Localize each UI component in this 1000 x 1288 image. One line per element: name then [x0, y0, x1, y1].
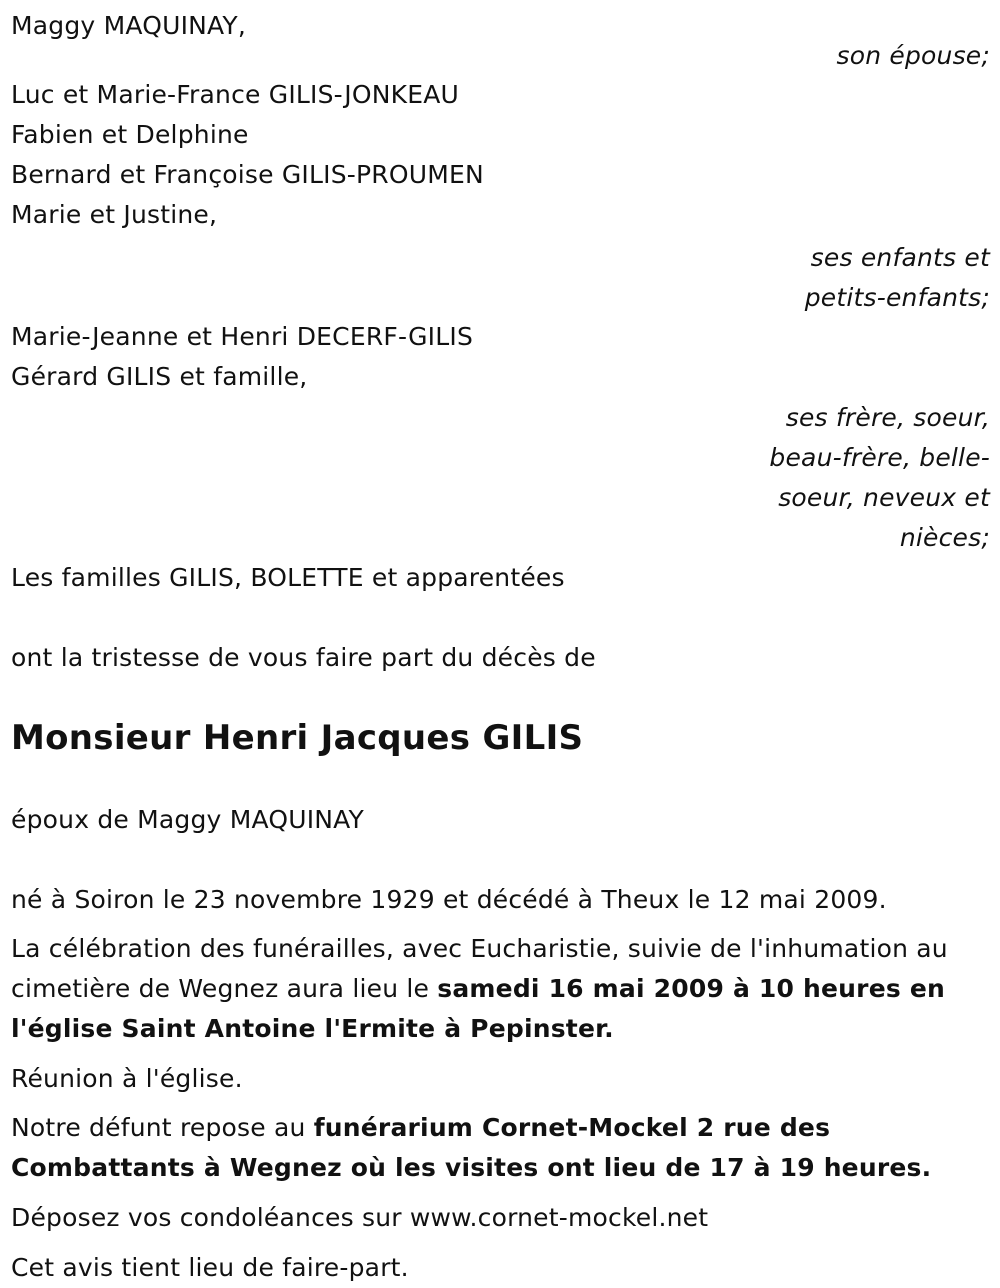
obituary-notice	[0, 6, 1000, 1282]
funeral-details: samedi 16 mai 2009 à 10 heures en l'église Saint Antoine l'Ermite à Pepinster.	[11, 974, 946, 1043]
siblings-list	[11, 317, 990, 397]
reunion: Réunion à l'église.	[11, 1064, 243, 1093]
children-list	[11, 75, 990, 235]
child-line: Bernard et Françoise GILIS-PROUMEN	[11, 160, 484, 189]
birth-death: né à Soiron le 23 novembre 1929 et décédé à Theux le 12 mai 2009.	[11, 885, 887, 914]
families-line: Les familles GILIS, BOLETTE et apparentées	[11, 563, 565, 592]
announcement: ont la tristesse de vous faire part du décès de	[11, 643, 596, 672]
siblings-role-line: nièces;	[899, 523, 990, 552]
funeral-paragraph	[11, 929, 990, 1049]
child-line: Marie et Justine,	[11, 200, 218, 229]
children-role-line: petits-enfants;	[804, 283, 990, 312]
children-role	[11, 238, 990, 318]
funeral-intro: La célébration des funérailles, avec Eucharistie, suivie de l'inhumation au cimetière de Wegnez aura lieu le	[11, 934, 948, 1003]
spouse-name: Maggy MAQUINAY,	[11, 11, 247, 40]
children-role-line: ses enfants et	[810, 243, 990, 272]
notice: Cet avis tient lieu de faire-part.	[11, 1253, 409, 1282]
deceased-name: Monsieur Henri Jacques GILIS	[11, 718, 584, 758]
child-line: Fabien et Delphine	[11, 120, 249, 149]
condolences: Déposez vos condoléances sur www.cornet-mockel.net	[11, 1203, 709, 1232]
siblings-role-line: ses frère, soeur,	[785, 403, 990, 432]
repose-intro: Notre défunt repose au	[11, 1113, 314, 1142]
repose-details: funérarium Cornet-Mockel 2 rue des Combattants à Wegnez où les visites ont lieu de 17 à 19 heures.	[11, 1113, 932, 1182]
child-line: Luc et Marie-France GILIS-JONKEAU	[11, 80, 460, 109]
spouse-of: époux de Maggy MAQUINAY	[11, 805, 365, 834]
siblings-role-line: soeur, neveux et	[778, 483, 990, 512]
sibling-line: Gérard GILIS et famille,	[11, 362, 308, 391]
sibling-line: Marie-Jeanne et Henri DECERF-GILIS	[11, 322, 474, 351]
siblings-role	[11, 398, 990, 558]
repose-paragraph	[11, 1108, 990, 1188]
siblings-role-line: beau-frère, belle-	[769, 443, 990, 472]
spouse-role: son épouse;	[836, 41, 990, 70]
